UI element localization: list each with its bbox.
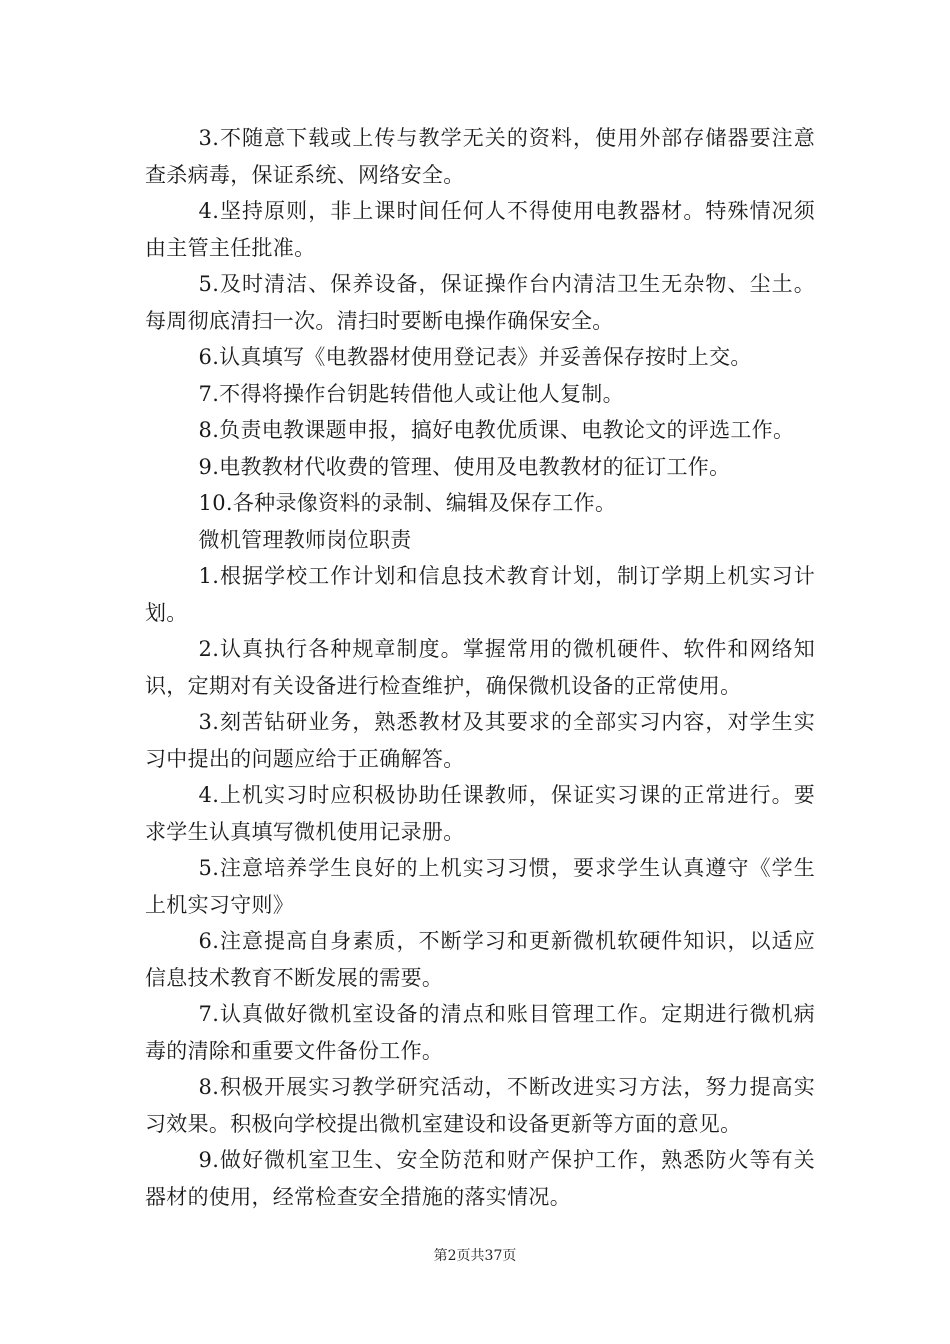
- page-number-footer: 第2页共37页: [433, 1248, 517, 1264]
- paragraph: 7.认真做好微机室设备的清点和账目管理工作。定期进行微机病毒的清除和重要文件备份工作。: [145, 1002, 815, 1063]
- paragraph: 3.不随意下载或上传与教学无关的资料，使用外部存储器要注意查杀病毒，保证系统、网络安全。: [145, 126, 815, 187]
- paragraph: 9.做好微机室卫生、安全防范和财产保护工作，熟悉防火等有关器材的使用，经常检查安全措施的落实情况。: [145, 1148, 815, 1209]
- paragraph: 10.各种录像资料的录制、编辑及保存工作。: [198, 491, 617, 515]
- paragraph: 1.根据学校工作计划和信息技术教育计划，制订学期上机实习计划。: [145, 564, 815, 625]
- paragraph: 6.注意提高自身素质，不断学习和更新微机软硬件知识，以适应信息技术教育不断发展的需要。: [145, 929, 815, 990]
- paragraph: 8.负责电教课题申报，搞好电教优质课、电教论文的评选工作。: [198, 418, 795, 442]
- paragraph: 2.认真执行各种规章制度。掌握常用的微机硬件、软件和网络知识，定期对有关设备进行检查维护，确保微机设备的正常使用。: [145, 637, 815, 698]
- paragraph: 5.注意培养学生良好的上机实习习惯，要求学生认真遵守《学生上机实习守则》: [145, 856, 815, 917]
- paragraph: 3.刻苦钻研业务，熟悉教材及其要求的全部实习内容，对学生实习中提出的问题应给于正确解答。: [145, 710, 815, 771]
- paragraph: 8.积极开展实习教学研究活动，不断改进实习方法，努力提高实习效果。积极向学校提出微机室建设和设备更新等方面的意见。: [145, 1075, 815, 1136]
- paragraph: 9.电教教材代收费的管理、使用及电教教材的征订工作。: [198, 454, 731, 479]
- paragraph: 4.上机实习时应积极协助任课教师，保证实习课的正常进行。要求学生认真填写微机使用记录册。: [145, 783, 815, 844]
- section-heading: 微机管理教师岗位职责: [198, 527, 412, 552]
- paragraph: 4.坚持原则，非上课时间任何人不得使用电教器材。特殊情况须由主管主任批准。: [145, 199, 815, 260]
- paragraph: 7.不得将操作台钥匙转借他人或让他人复制。: [198, 381, 624, 406]
- paragraph: 6.认真填写《电教器材使用登记表》并妥善保存按时上交。: [198, 345, 752, 369]
- document-body: [145, 120, 815, 1215]
- paragraph: 5.及时清洁、保养设备，保证操作台内清洁卫生无杂物、尘土。每周彻底清扫一次。清扫时要断电操作确保安全。: [145, 272, 815, 333]
